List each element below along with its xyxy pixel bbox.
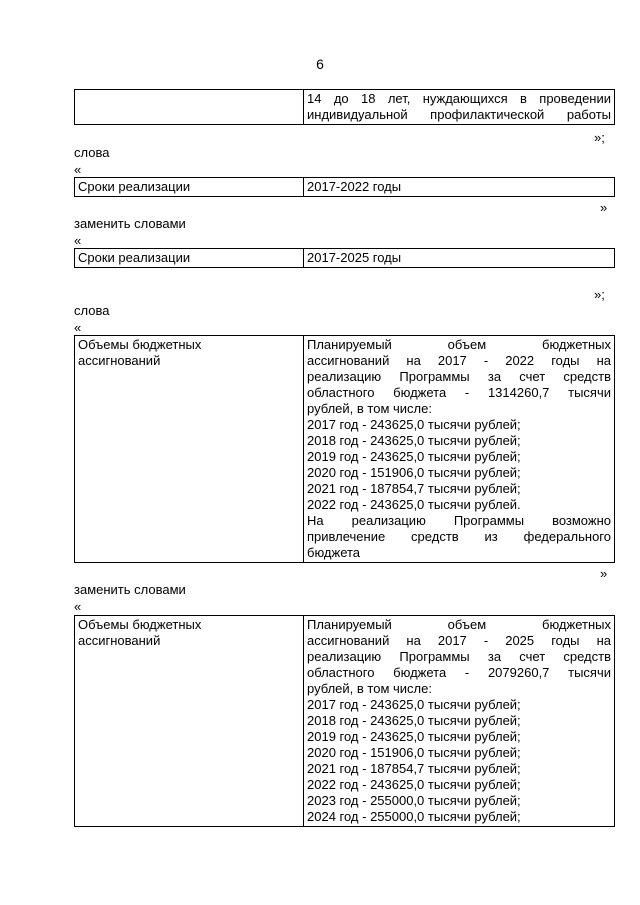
cell-text-line: 2019 год - 243625,0 тысячи рублей; xyxy=(307,449,521,464)
cell-text-line: реализацию Программы за счет средств xyxy=(307,369,611,384)
cell-text-line: 2019 год - 243625,0 тысячи рублей; xyxy=(307,729,521,744)
cell-text-line: ассигнований на 2017 - 2022 годы на xyxy=(307,353,611,368)
opening-quote-mark: « xyxy=(74,599,82,614)
table-cell-label xyxy=(75,90,304,125)
closing-quote-mark: »; xyxy=(594,130,605,145)
cell-text-line: 2020 год - 151906,0 тысячи рублей; xyxy=(307,465,521,480)
cell-text-line: 2017 год - 243625,0 тысячи рублей; xyxy=(307,417,521,432)
table-continuation xyxy=(74,89,615,125)
table-row xyxy=(75,336,615,563)
opening-quote-mark: « xyxy=(74,162,82,177)
table-cell-label xyxy=(75,616,304,827)
cell-text-line: рублей, в том числе: xyxy=(307,401,432,416)
table-cell-value xyxy=(304,336,615,563)
table-cell-value: 2017-2025 годы xyxy=(304,249,615,268)
cell-text-line: привлечение средств из федерального xyxy=(307,529,611,544)
cell-text-line: 2023 год - 255000,0 тысячи рублей; xyxy=(307,793,521,808)
table-row xyxy=(75,616,615,827)
table-row xyxy=(75,249,615,268)
table-row xyxy=(75,178,615,197)
table-cell-label: Сроки реализации xyxy=(75,249,304,268)
table-old-budget xyxy=(74,335,615,563)
cell-text-line: 2017 год - 243625,0 тысячи рублей; xyxy=(307,697,521,712)
opening-quote-mark: « xyxy=(74,233,82,248)
table-cell-label: Сроки реализации xyxy=(75,178,304,197)
cell-text-line: индивидуальной профилактической работы xyxy=(307,107,611,122)
cell-text-line: 2021 год - 187854,7 тысячи рублей; xyxy=(307,481,521,496)
cell-text-line: областного бюджета - 2079260,7 тысячи xyxy=(307,665,611,680)
table-cell-label xyxy=(75,336,304,563)
cell-text-line: рублей, в том числе: xyxy=(307,681,432,696)
table-row xyxy=(75,90,615,125)
word-replace: заменить словами xyxy=(74,582,186,597)
word-slova: слова xyxy=(74,145,110,160)
cell-text-line: 2018 год - 243625,0 тысячи рублей; xyxy=(307,433,521,448)
cell-text-line: 2024 год - 255000,0 тысячи рублей; xyxy=(307,809,521,824)
word-slova: слова xyxy=(74,303,110,318)
cell-text-line: 2020 год - 151906,0 тысячи рублей; xyxy=(307,745,521,760)
table-cell-value: 2017-2022 годы xyxy=(304,178,615,197)
cell-text-line: Объемы бюджетных xyxy=(78,617,202,632)
cell-text-line: ассигнований xyxy=(78,633,161,648)
opening-quote-mark: « xyxy=(74,320,82,335)
page-number: 6 xyxy=(316,56,324,72)
cell-text-line: реализацию Программы за счет средств xyxy=(307,649,611,664)
cell-text-line: 2022 год - 243625,0 тысячи рублей; xyxy=(307,777,521,792)
cell-text-line: 2022 год - 243625,0 тысячи рублей. xyxy=(307,497,521,512)
table-cell-value xyxy=(304,90,615,125)
cell-text-line: областного бюджета - 1314260,7 тысячи xyxy=(307,385,611,400)
cell-text-line: ассигнований на 2017 - 2025 годы на xyxy=(307,633,611,648)
word-replace: заменить словами xyxy=(74,216,186,231)
closing-quote-mark: » xyxy=(600,200,608,215)
cell-text-line: Планируемый объем бюджетных xyxy=(307,617,611,632)
table-new-period xyxy=(74,248,615,268)
cell-text-line: 14 до 18 лет, нуждающихся в проведении xyxy=(307,91,611,106)
table-old-period xyxy=(74,177,615,197)
cell-text-line: 2021 год - 187854,7 тысячи рублей; xyxy=(307,761,521,776)
closing-quote-mark: » xyxy=(600,566,608,581)
closing-quote-mark: »; xyxy=(594,287,605,302)
table-new-budget xyxy=(74,615,615,827)
cell-text-line: ассигнований xyxy=(78,353,161,368)
cell-text-line: Планируемый объем бюджетных xyxy=(307,337,611,352)
cell-text-line: бюджета xyxy=(307,545,361,560)
table-cell-value xyxy=(304,616,615,827)
cell-text-line: На реализацию Программы возможно xyxy=(307,513,611,528)
cell-text-line: Объемы бюджетных xyxy=(78,337,202,352)
cell-text-line: 2018 год - 243625,0 тысячи рублей; xyxy=(307,713,521,728)
